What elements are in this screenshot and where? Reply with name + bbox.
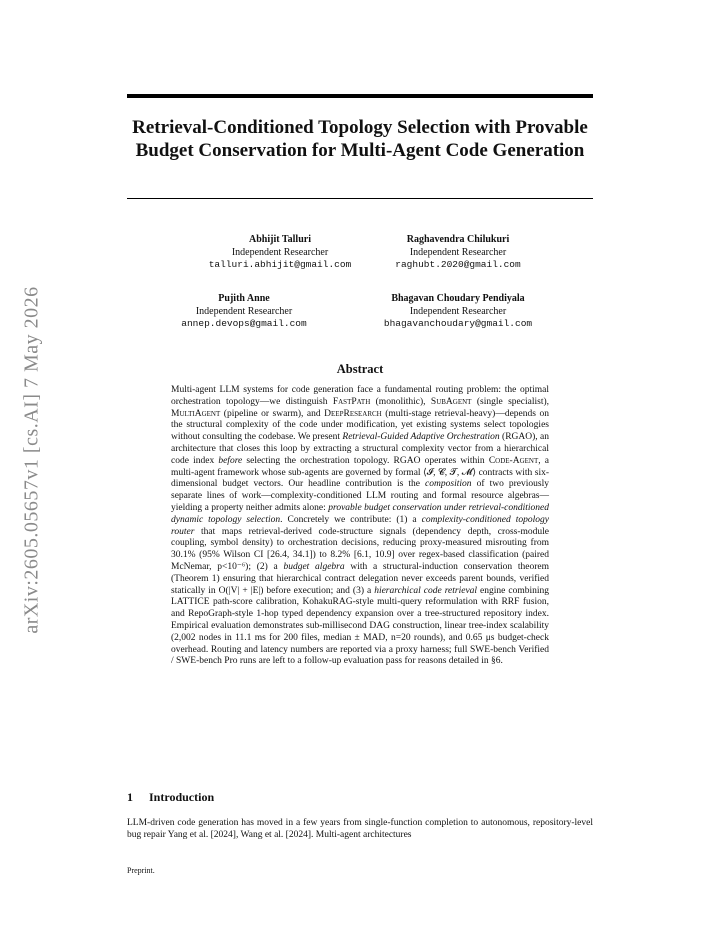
section-heading [127,790,214,805]
author-affiliation: Independent Researcher [409,246,507,258]
author-name: Pujith Anne [218,293,270,304]
author-affiliation: Independent Researcher [195,305,293,317]
author-affiliation: Independent Researcher [231,246,329,258]
section-number: 1 [127,790,133,804]
abstract-heading: Abstract [336,362,384,376]
arxiv-id-text: arXiv:2605.05657v1 [cs.AI] 7 May 2026 [20,286,43,634]
topology-name: SubAgent [430,396,472,407]
author-name: Bhagavan Choudary Pendiyala [391,293,525,304]
paper-title: Retrieval-Conditioned Topology Selection with Provable Budget Conservation for Multi-Agent Code Generation [132,117,588,161]
abstract-body: Multi-agent LLM systems for code generation face a fundamental routing problem: the optimal orchestration topology—we distinguish FastPath (monolithic), SubAgent (single specialist), MultiAgent (pipeline or swarm), and DeepResearch (multi-stage retrieval-heavy)—depends on the structural complexity of the code under modification, yet existing systems select topologies without consulting the codebase. We present Retrieval-Guided Adaptive Orchestration (RGAO), an architecture that closes this loop by extracting a structural complexity vector from a hierarchical code index before selecting the orchestration topology. RGAO operates within Code-Agent, a multi-agent framework whose sub-agents are governed by formal ⟨𝓘, 𝓒, 𝓣, 𝓜⟩ contracts with six-dimensional budget vectors. Our headline contribution is the composition of two previously separate lines of work—complexity-conditioned LLM routing and formal resource algebras—yielding a property neither admits alone: provable budget conservation under retrieval-conditioned dynamic topology selection. Concretely we contribute: (1) a complexity-conditioned topology router that maps retrieval-derived code-structure signals (dependency depth, cross-module coupling, symbol density) to orchestration decisions, reducing proxy-measured misrouting from 30.1% (95% Wilson CI [26.4, 34.1]) to 8.2% [6.1, 10.9] over regex-based classification (paired McNemar, p<10⁻⁶); (2) a budget algebra with a structural-induction conservation theorem (Theorem 1) ensuring that hierarchical contract delegation never exceeds parent bounds, verified statically in O(|V| + |E|) before execution; and (3) a hierarchical code retrieval engine combining LATTICE path-score calibration, KohakuRAG-style multi-query reformulation with RRF fusion, and RepoGraph-style 1-hop typed dependency expansion over a tree-structured repository index. Empirical evaluation demonstrates sub-millisecond DAG construction, linear tree-index scalability (2,002 nodes in 11.1 ms for 200 files, median ± MAD, n=20 rounds), and 0.65 μs budget-check overhead. Routing and latency numbers are reported via a proxy harness; full SWE-bench Verified / SWE-bench Pro runs are left to a follow-up evaluation pass for reasons detailed in §6. [171,385,550,667]
author-name: Raghavendra Chilukuri [406,234,510,245]
author-block [338,234,578,272]
intro-paragraph: LLM-driven code generation has moved in a few years from single-function completion to autonomous, repository-level bug repair Yang et al. [2024], Wang et al. [2024]. Multi-agent architectures [127,818,593,840]
preprint-footer: Preprint. [127,866,155,875]
author-email: bhagavanchoudary@gmail.com [383,318,533,329]
author-email: talluri.abhijit@gmail.com [208,259,352,270]
topology-name: FastPath [332,396,371,407]
author-email: raghubt.2020@gmail.com [395,259,521,270]
author-name: Abhijit Talluri [249,234,311,245]
author-block [124,293,364,331]
section-title: Introduction [149,790,215,804]
title-bottom-rule [127,198,593,199]
author-block [338,293,578,331]
arxiv-identifier [14,265,50,655]
author-affiliation: Independent Researcher [409,305,507,317]
topology-name: MultiAgent [171,408,221,419]
author-email: annep.devops@gmail.com [181,318,307,329]
title-top-rule [127,94,593,98]
topology-name: DeepResearch [324,408,382,419]
